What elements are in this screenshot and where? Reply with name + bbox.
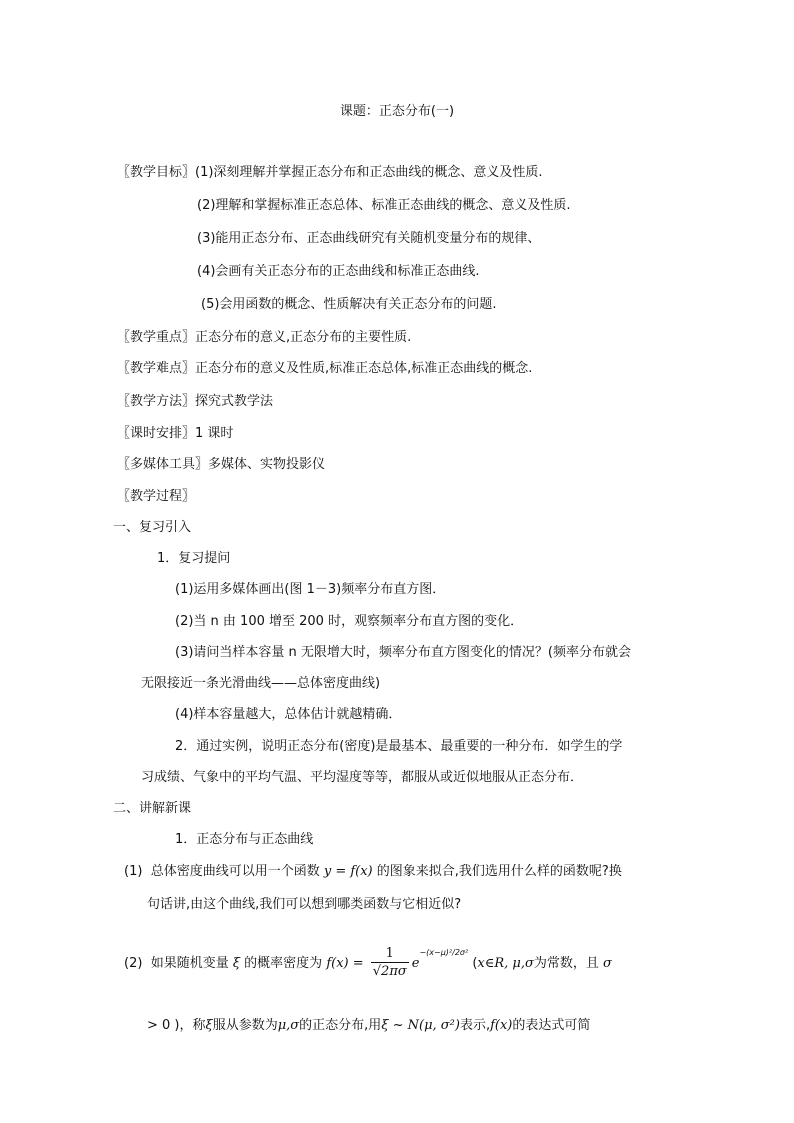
goals-label: 〖教学目标〗 [117, 165, 196, 180]
goals-line-1 [117, 163, 543, 183]
section-review: 一、复习引入 [113, 520, 192, 535]
paragraph-2-cont: > 0 )，称ξ服从参数为μ,σ的正态分布,用ξ ~ N(μ, σ²)表示,f(x)的表达式可简 [147, 1018, 591, 1033]
function-expression: y = f(x) [323, 864, 373, 879]
process-heading: 〖教学过程〗 [117, 489, 196, 504]
goal-5: (5)会用函数的概念、性质解决有关正态分布的问题. [201, 297, 497, 312]
review-item-1c-cont: 无限接近一条光滑曲线——总体密度曲线) [141, 676, 381, 691]
paragraph-1: (1) 总体密度曲线可以用一个函数 y = f(x) 的图象来拟合,我们选用什么样的函数呢?换 [124, 864, 622, 879]
exp-base: e [411, 956, 420, 971]
section-new-lesson: 二、讲解新课 [113, 801, 192, 816]
fx-symbol: f(x) [490, 1018, 513, 1033]
review-item-1d: (4)样本容量越大，总体估计就越精确． [175, 707, 402, 722]
density-lhs: f(x) = [326, 956, 364, 971]
distribution-notation: ξ ~ N(μ, σ²) [381, 1018, 460, 1033]
review-item-1b: (2)当 n 由 100 增至 200 时，观察频率分布直方图的变化． [175, 614, 524, 629]
media-tools: 〖多媒体工具〗多媒体、实物投影仪 [117, 457, 326, 472]
lesson-item-1: 1．正态分布与正态曲线 [175, 832, 314, 847]
goal-2: (2)理解和掌握标准正态总体、标准正态曲线的概念、意义及性质. [197, 198, 571, 213]
goal-1: (1)深刻理解并掌握正态分布和正态曲线的概念、意义及性质. [195, 165, 543, 180]
sigma-symbol: σ [603, 956, 612, 971]
difficulty: 〖教学难点〗正态分布的意义及性质,标准正态总体,标准正态曲线的概念. [117, 361, 533, 376]
paragraph-1-cont: 句话讲,由这个曲线,我们可以想到哪类函数与它相近似? [147, 897, 462, 912]
goal-3: (3)能用正态分布、正态曲线研究有关随机变量分布的规律、 [197, 231, 541, 246]
xi-symbol-2: ξ [205, 1018, 213, 1033]
review-item-2-cont: 习成绩、气象中的平均气温、平均湿度等等，都服从或近似地服从正态分布． [141, 770, 584, 785]
paragraph-2: (2) 如果随机变量 ξ 的概率密度为 f(x) = $\frac{1}{√2\pi\sigma}$ $e^{-(x-\mu)^2/2\sigma^2}$ (x∈R, μ,σ为常数，且 σ [124, 946, 612, 979]
density-fraction [371, 946, 409, 981]
review-item-1c: (3)请问当样本容量 n 无限增大时，频率分布直方图变化的情况？(频率分布就会 [175, 645, 631, 660]
exp-power: −(x−μ)²/2σ² [419, 948, 469, 957]
paragraph-2-number: (2) [124, 956, 143, 971]
mu-sigma: μ,σ [277, 1018, 300, 1033]
key-point: 〖教学重点〗正态分布的意义,正态分布的主要性质. [117, 330, 412, 345]
method: 〖教学方法〗探究式教学法 [117, 394, 274, 409]
fraction-numerator: 1 [371, 946, 409, 963]
page-title: 课题：正态分布(一) [339, 104, 455, 119]
time-arrangement: 〖课时安排〗1 课时 [117, 426, 234, 441]
goal-4: (4)会画有关正态分布的正态曲线和标准正态曲线. [197, 264, 480, 279]
paragraph-1-number: (1) [124, 864, 143, 879]
review-item-1: 1．复习提问 [157, 551, 231, 566]
xi-symbol: ξ [232, 956, 241, 971]
review-item-1a: (1)运用多媒体画出(图 1－3)频率分布直方图． [175, 582, 446, 597]
review-item-2: 2．通过实例，说明正态分布(密度)是最基本、最重要的一种分布．如学生的学 [175, 739, 623, 754]
condition-expression: x∈R, μ,σ [477, 956, 534, 971]
fraction-denominator: √2πσ [372, 964, 407, 979]
